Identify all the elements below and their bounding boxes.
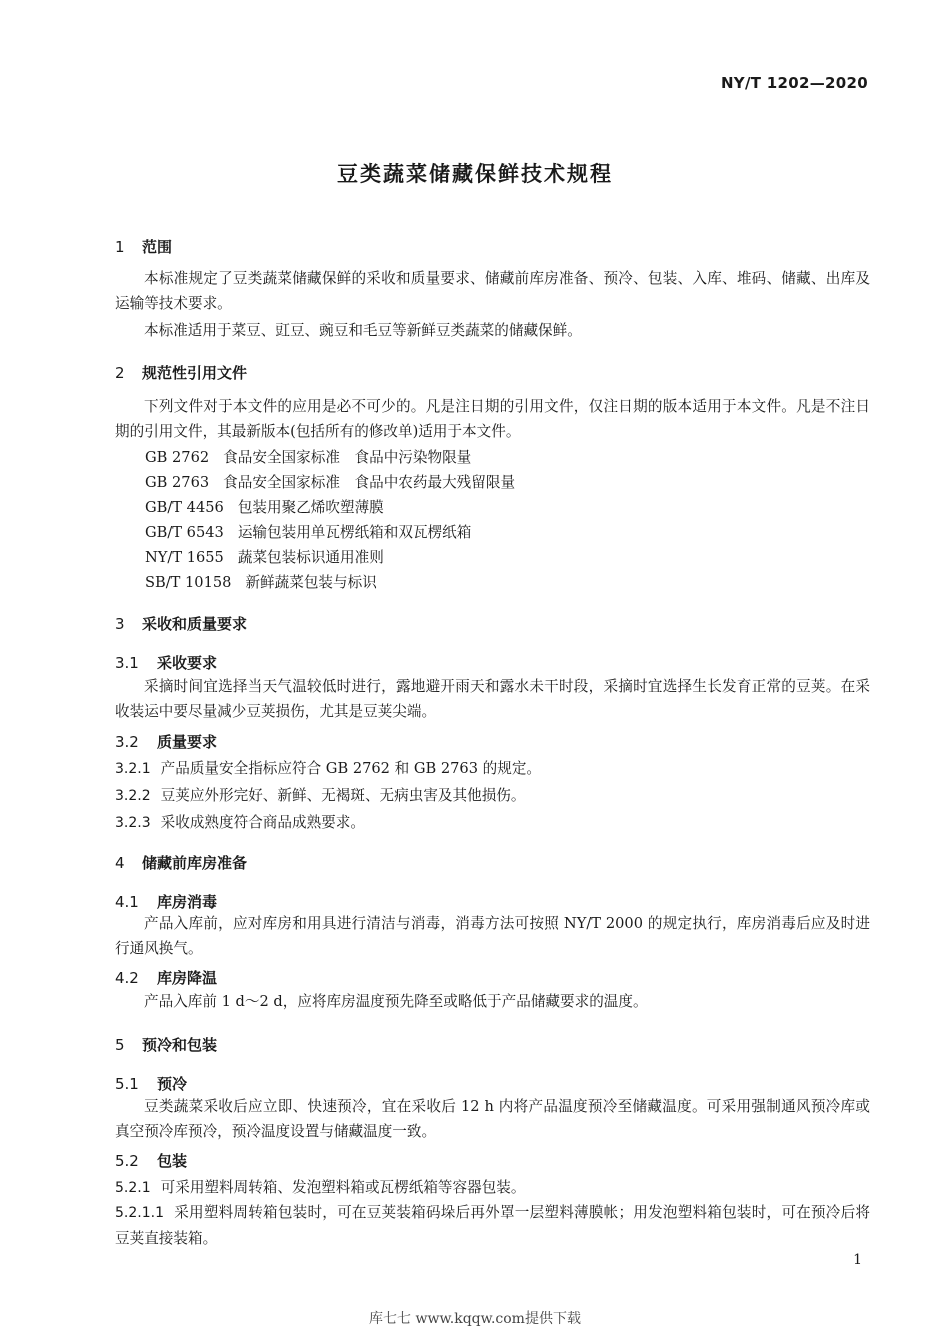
section-number: 4 bbox=[115, 854, 125, 872]
section-title: 储藏前库房准备 bbox=[142, 854, 248, 872]
subsection-5-2-heading bbox=[115, 1150, 870, 1171]
section-title: 规范性引用文件 bbox=[142, 364, 248, 382]
subsection-number: 4.2 bbox=[115, 969, 139, 987]
subsection-title: 质量要求 bbox=[157, 733, 218, 751]
subsection-number: 5.2 bbox=[115, 1152, 139, 1170]
reference-code: GB 2762 bbox=[145, 449, 210, 466]
section-1-heading bbox=[115, 236, 870, 257]
reference-title: 包装用聚乙烯吹塑薄膜 bbox=[237, 499, 384, 516]
subsection-4-2-heading bbox=[115, 967, 870, 988]
clause-3-2-2 bbox=[115, 783, 870, 809]
section-title: 采收和质量要求 bbox=[142, 615, 248, 633]
section-number: 3 bbox=[115, 615, 125, 633]
reference-code: GB/T 6543 bbox=[145, 524, 224, 541]
subsection-title: 采收要求 bbox=[157, 654, 218, 672]
subsection-4-1-paragraph: 产品入库前，应对库房和用具进行清洁与消毒，消毒方法可按照 NY/T 2000 的规定执行，库房消毒后应及时进行通风换气。 bbox=[115, 915, 870, 957]
document-title: 豆类蔬菜储藏保鲜技术规程 bbox=[337, 162, 613, 186]
subsection-3-2-heading bbox=[115, 731, 870, 752]
standard-code: NY/T 1202—2020 bbox=[720, 74, 868, 92]
section-2-paragraph-1: 下列文件对于本文件的应用是必不可少的。凡是注日期的引用文件，仅注日期的版本适用于本文件。凡是不注日期的引用文件，其最新版本(包括所有的修改单)适用于本文件。 bbox=[115, 398, 870, 440]
clause-number: 3.2.2 bbox=[115, 788, 151, 804]
clause-number: 5.2.1 bbox=[115, 1180, 151, 1196]
section-number: 5 bbox=[115, 1036, 125, 1054]
clause-text: 采用塑料周转箱包装时，可在豆荚装箱码垛后再外罩一层塑料薄膜帐；用发泡塑料箱包装时，可在预冷后将豆荚直接装箱。 bbox=[115, 1204, 870, 1247]
reference-code: GB/T 4456 bbox=[145, 499, 224, 516]
subsection-5-1-heading bbox=[115, 1073, 870, 1094]
clause-3-2-1 bbox=[115, 756, 870, 782]
clause-number: 3.2.3 bbox=[115, 815, 151, 831]
reference-item bbox=[115, 470, 900, 495]
section-1-paragraph-1: 本标准规定了豆类蔬菜储藏保鲜的采收和质量要求、储藏前库房准备、预冷、包装、入库、堆码、储藏、出库及运输等技术要求。 bbox=[115, 270, 870, 312]
reference-item bbox=[115, 520, 900, 545]
subsection-title: 库房消毒 bbox=[157, 893, 218, 911]
reference-title: 新鲜蔬菜包装与标识 bbox=[245, 574, 377, 591]
subsection-4-2-paragraph: 产品入库前 1 d～2 d，应将库房温度预先降至或略低于产品储藏要求的温度。 bbox=[144, 993, 648, 1010]
reference-code: GB 2763 bbox=[145, 474, 210, 491]
reference-item bbox=[115, 445, 900, 470]
subsection-title: 包装 bbox=[157, 1152, 188, 1170]
section-1-paragraph-2: 本标准适用于菜豆、豇豆、豌豆和毛豆等新鲜豆类蔬菜的储藏保鲜。 bbox=[144, 322, 582, 339]
clause-3-2-3 bbox=[115, 810, 870, 836]
reference-code: SB/T 10158 bbox=[145, 574, 232, 591]
reference-item bbox=[115, 495, 900, 520]
reference-title: 食品安全国家标准 食品中农药最大残留限量 bbox=[223, 474, 516, 491]
section-3-heading bbox=[115, 613, 870, 634]
clause-text: 采收成熟度符合商品成熟要求。 bbox=[160, 814, 365, 831]
clause-text: 可采用塑料周转箱、发泡塑料箱或瓦楞纸箱等容器包装。 bbox=[160, 1179, 526, 1196]
clause-number: 5.2.1.1 bbox=[115, 1205, 164, 1221]
subsection-3-1-paragraph: 采摘时间宜选择当天气温较低时进行，露地避开雨天和露水未干时段，采摘时宜选择生长发育正常的豆荚。在采收装运中要尽量减少豆荚损伤，尤其是豆荚尖端。 bbox=[115, 678, 870, 720]
reference-title: 运输包装用单瓦楞纸箱和双瓦楞纸箱 bbox=[237, 524, 472, 541]
section-number: 2 bbox=[115, 364, 125, 382]
section-title: 预冷和包装 bbox=[142, 1036, 218, 1054]
clause-5-2-1-1 bbox=[115, 1200, 870, 1251]
subsection-title: 预冷 bbox=[157, 1075, 188, 1093]
section-number: 1 bbox=[115, 238, 125, 256]
subsection-number: 3.1 bbox=[115, 654, 139, 672]
subsection-number: 4.1 bbox=[115, 893, 139, 911]
section-2-heading bbox=[115, 362, 870, 383]
section-title: 范围 bbox=[142, 238, 173, 256]
clause-5-2-1 bbox=[115, 1175, 870, 1201]
section-4-heading bbox=[115, 852, 870, 873]
clause-number: 3.2.1 bbox=[115, 761, 151, 777]
section-5-heading bbox=[115, 1034, 870, 1055]
subsection-number: 5.1 bbox=[115, 1075, 139, 1093]
subsection-4-1-heading bbox=[115, 891, 870, 912]
download-watermark: 库七七 www.kqqw.com提供下载 bbox=[369, 1311, 581, 1327]
reference-code: NY/T 1655 bbox=[145, 549, 224, 566]
clause-text: 豆荚应外形完好、新鲜、无褐斑、无病虫害及其他损伤。 bbox=[160, 787, 526, 804]
reference-title: 蔬菜包装标识通用准则 bbox=[237, 549, 384, 566]
subsection-3-1-heading bbox=[115, 652, 870, 673]
subsection-number: 3.2 bbox=[115, 733, 139, 751]
subsection-title: 库房降温 bbox=[157, 969, 218, 987]
reference-title: 食品安全国家标准 食品中污染物限量 bbox=[223, 449, 472, 466]
reference-item bbox=[115, 545, 900, 570]
reference-item bbox=[115, 570, 900, 595]
clause-text: 产品质量安全指标应符合 GB 2762 和 GB 2763 的规定。 bbox=[160, 760, 542, 777]
page-number: 1 bbox=[853, 1252, 862, 1268]
subsection-5-1-paragraph: 豆类蔬菜采收后应立即、快速预冷，宜在采收后 12 h 内将产品温度预冷至储藏温度。可采用强制通风预冷库或真空预冷库预冷，预冷温度设置与储藏温度一致。 bbox=[115, 1098, 870, 1140]
